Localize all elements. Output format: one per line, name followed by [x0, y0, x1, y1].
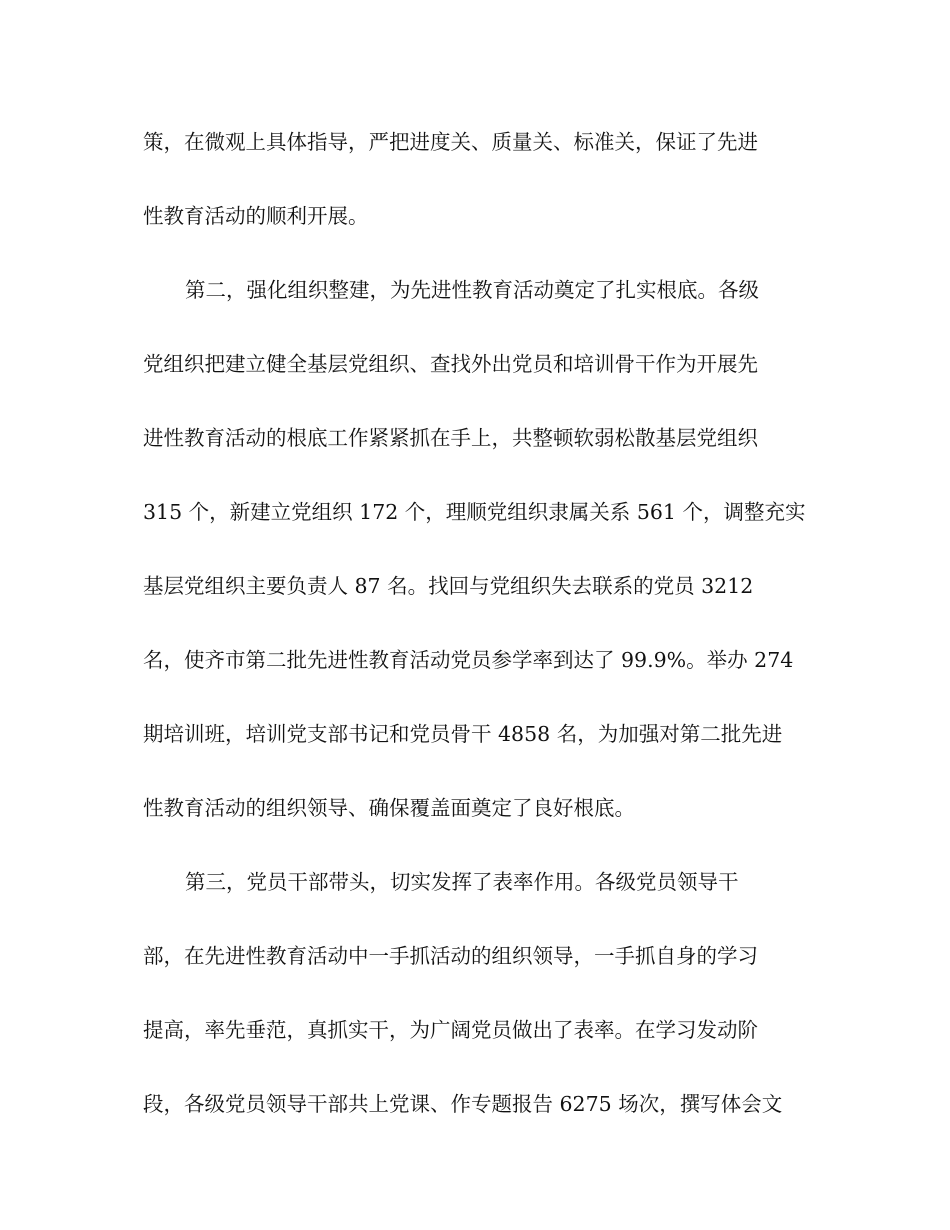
text-line: 性教育活动的顺利开展。 [143, 204, 369, 228]
text-line: 段，各级党员领导干部共上党课、作专题报告 6275 场次，撰写体会文 [143, 1092, 783, 1116]
paragraph-first-line: 第二，强化组织整建，为先进性教育活动奠定了扎实根底。各级 [185, 278, 759, 302]
text-line: 315 个，新建立党组织 172 个，理顺党组织隶属关系 561 个，调整充实 [143, 500, 806, 524]
text-line: 部，在先进性教育活动中一手抓活动的组织领导，一手抓自身的学习 [143, 944, 758, 968]
text-line: 策，在微观上具体指导，严把进度关、质量关、标准关，保证了先进 [143, 130, 758, 154]
text-line: 性教育活动的组织领导、确保覆盖面奠定了良好根底。 [143, 796, 635, 820]
text-line: 期培训班，培训党支部书记和党员骨干 4858 名，为加强对第二批先进 [143, 722, 783, 746]
text-line: 名，使齐市第二批先进性教育活动党员参学率到达了 99.9%。举办 274 [143, 648, 794, 672]
text-line: 进性教育活动的根底工作紧紧抓在手上，共整顿软弱松散基层党组织 [143, 426, 758, 450]
text-line: 基层党组织主要负责人 87 名。找回与党组织失去联系的党员 3212 [143, 574, 754, 598]
text-line: 党组织把建立健全基层党组织、查找外出党员和培训骨干作为开展先 [143, 352, 758, 376]
text-line: 提高，率先垂范，真抓实干，为广阔党员做出了表率。在学习发动阶 [143, 1018, 758, 1042]
paragraph-first-line: 第三，党员干部带头，切实发挥了表率作用。各级党员领导干 [185, 870, 739, 894]
